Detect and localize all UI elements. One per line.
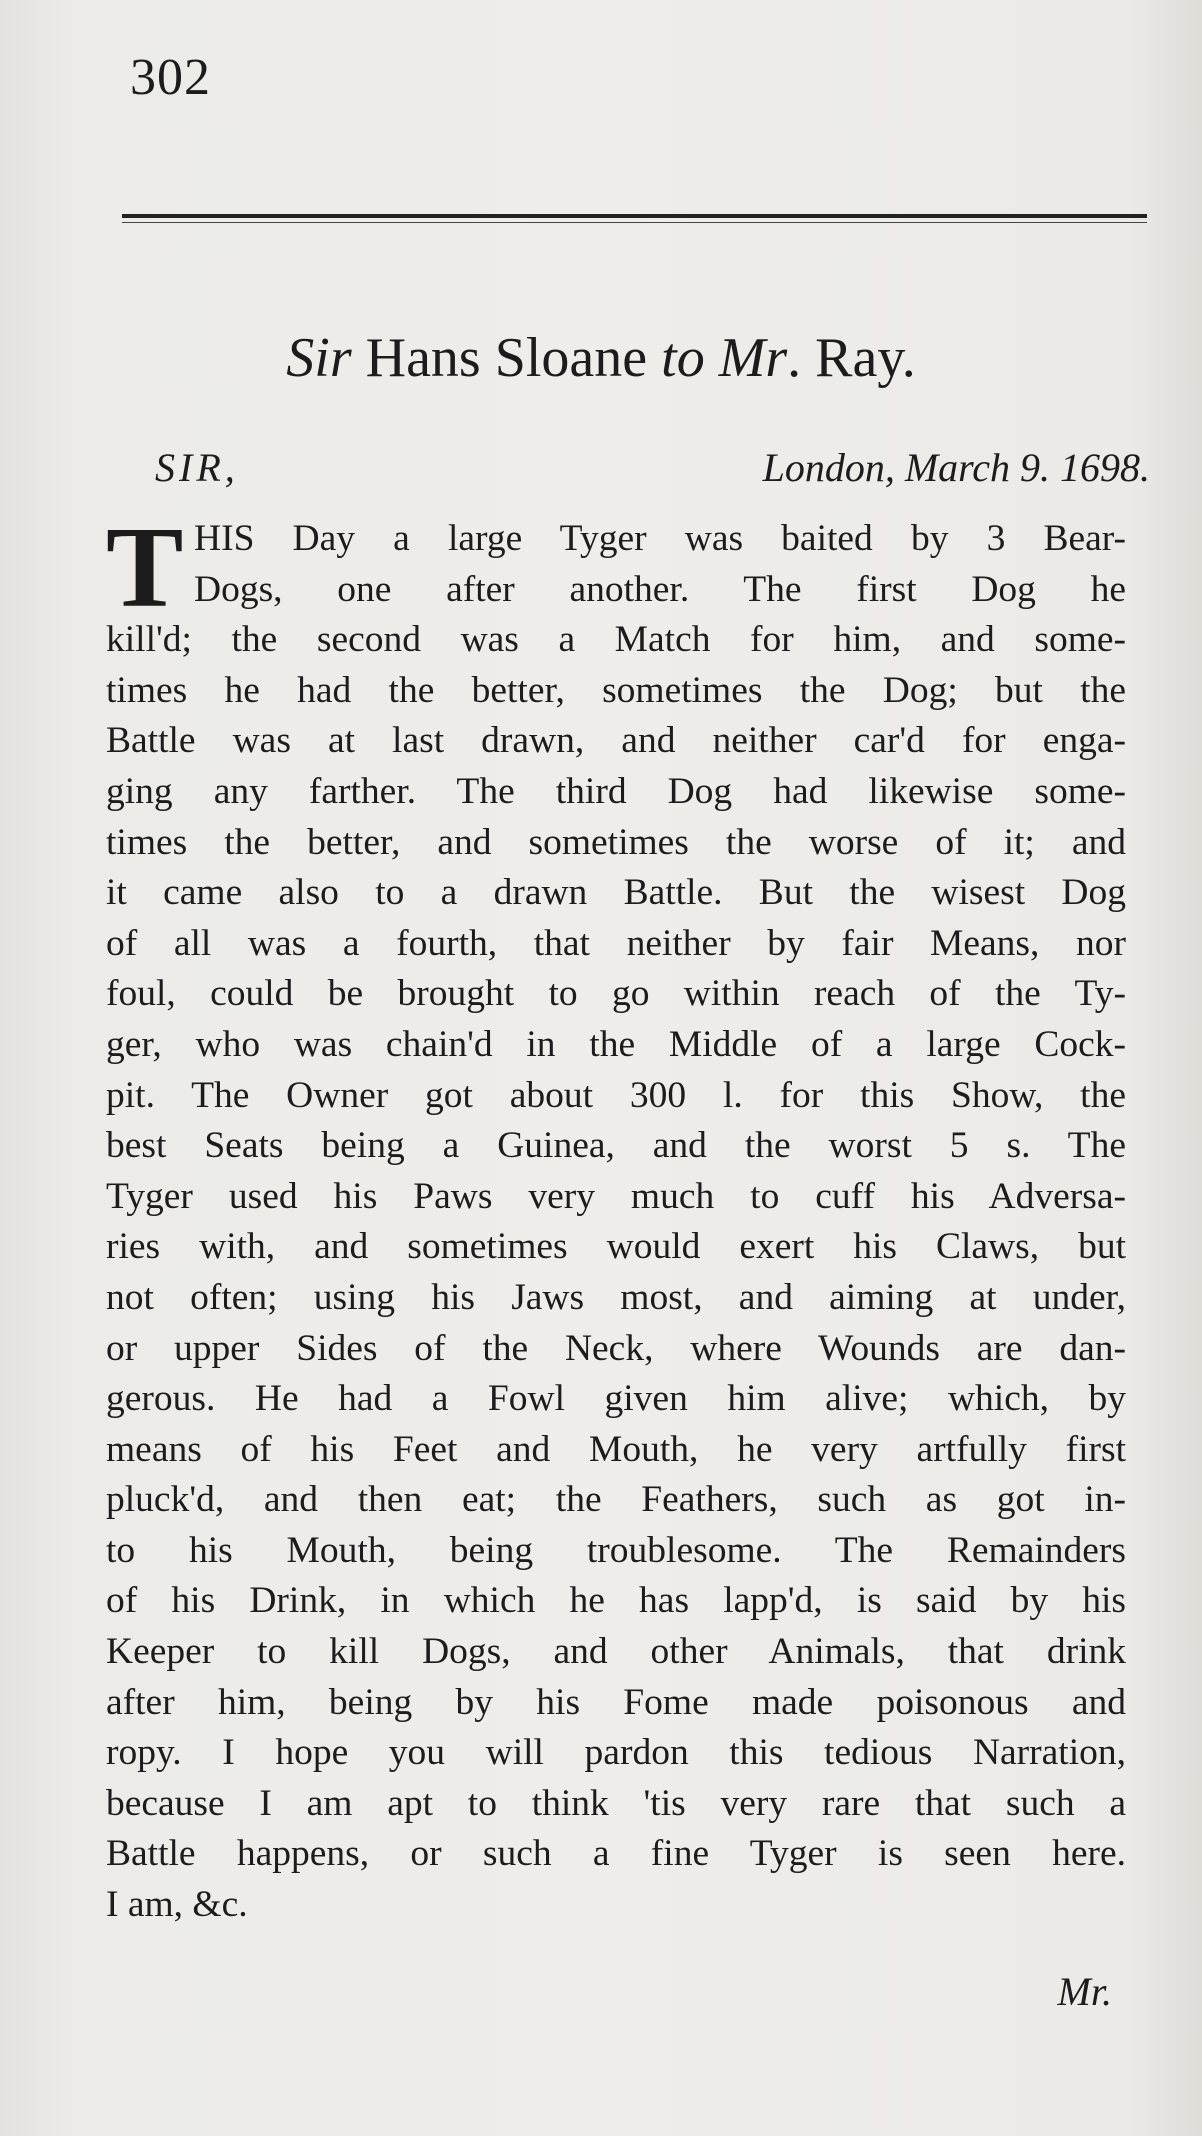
text-line: of his Drink, in which he has lapp'd, is said by his bbox=[106, 1580, 1126, 1622]
text-line: because I am apt to think 'tis very rare that such a bbox=[106, 1782, 1126, 1824]
text-line: after him, being by his Fome made poisonous and bbox=[106, 1681, 1126, 1723]
dateline: London, March 9. 1698. bbox=[762, 445, 1150, 490]
text-line: of all was a fourth, that neither by fair Means, nor bbox=[106, 922, 1126, 964]
text-line: or upper Sides of the Neck, where Wounds are dan- bbox=[106, 1327, 1126, 1369]
text-line: means of his Feet and Mouth, he very artfully first bbox=[106, 1428, 1126, 1470]
text-line: best Seats being a Guinea, and the worst 5 s. The bbox=[106, 1125, 1126, 1167]
page-number: 302 bbox=[130, 49, 211, 106]
title-part: Hans Sloane bbox=[351, 327, 662, 389]
text-line: Battle happens, or such a fine Tyger is seen here. bbox=[106, 1833, 1126, 1875]
salutation-row bbox=[155, 444, 1150, 504]
title-part bbox=[705, 327, 719, 389]
salutation: SIR, bbox=[155, 445, 239, 490]
title-part: Mr bbox=[718, 327, 788, 389]
text-line: ries with, and sometimes would exert his Claws, but bbox=[106, 1226, 1126, 1268]
text-line: kill'd; the second was a Match for him, and some- bbox=[106, 619, 1126, 661]
title-part: Sir bbox=[286, 327, 352, 389]
text-line: HIS Day a large Tyger was baited by 3 Bear- bbox=[194, 518, 1126, 559]
text-line: Dogs, one after another. The first Dog he bbox=[194, 568, 1126, 610]
header-rule-thin bbox=[122, 222, 1147, 223]
text-line: Tyger used his Paws very much to cuff his Adversa- bbox=[106, 1175, 1126, 1217]
text-line: it came also to a drawn Battle. But the wisest Dog bbox=[106, 872, 1126, 914]
text-line: foul, could be brought to go within reach of the Ty- bbox=[106, 973, 1126, 1015]
text-line: ger, who was chain'd in the Middle of a large Cock- bbox=[106, 1023, 1126, 1065]
text-line: not often; using his Jaws most, and aiming at under, bbox=[106, 1276, 1126, 1318]
catchword: Mr. bbox=[1057, 1969, 1112, 2014]
text-line: to his Mouth, being troublesome. The Remainders bbox=[106, 1529, 1126, 1571]
letter-body bbox=[106, 504, 1126, 1931]
drop-cap: T bbox=[106, 504, 184, 632]
text-line: I am, &c. bbox=[106, 1884, 248, 1926]
text-line: ging any farther. The third Dog had likewise some- bbox=[106, 770, 1126, 812]
header-rule bbox=[122, 214, 1147, 218]
text-line: pit. The Owner got about 300 l. for this Show, the bbox=[106, 1074, 1126, 1116]
text-line: pluck'd, and then eat; the Feathers, such as got in- bbox=[106, 1479, 1126, 1521]
text-line: Keeper to kill Dogs, and other Animals, that drink bbox=[106, 1631, 1126, 1673]
text-line: ropy. I hope you will pardon this tedious Narration, bbox=[106, 1732, 1126, 1774]
title-part: . Ray. bbox=[787, 327, 916, 389]
text-line: Battle was at last drawn, and neither car'd for enga- bbox=[106, 720, 1126, 762]
letter-title bbox=[0, 326, 1202, 390]
text-line: times the better, and sometimes the worse of it; and bbox=[106, 821, 1126, 863]
text-line: times he had the better, sometimes the Dog; but the bbox=[106, 669, 1126, 711]
title-part: to bbox=[661, 327, 705, 389]
text-line: gerous. He had a Fowl given him alive; which, by bbox=[106, 1378, 1126, 1420]
